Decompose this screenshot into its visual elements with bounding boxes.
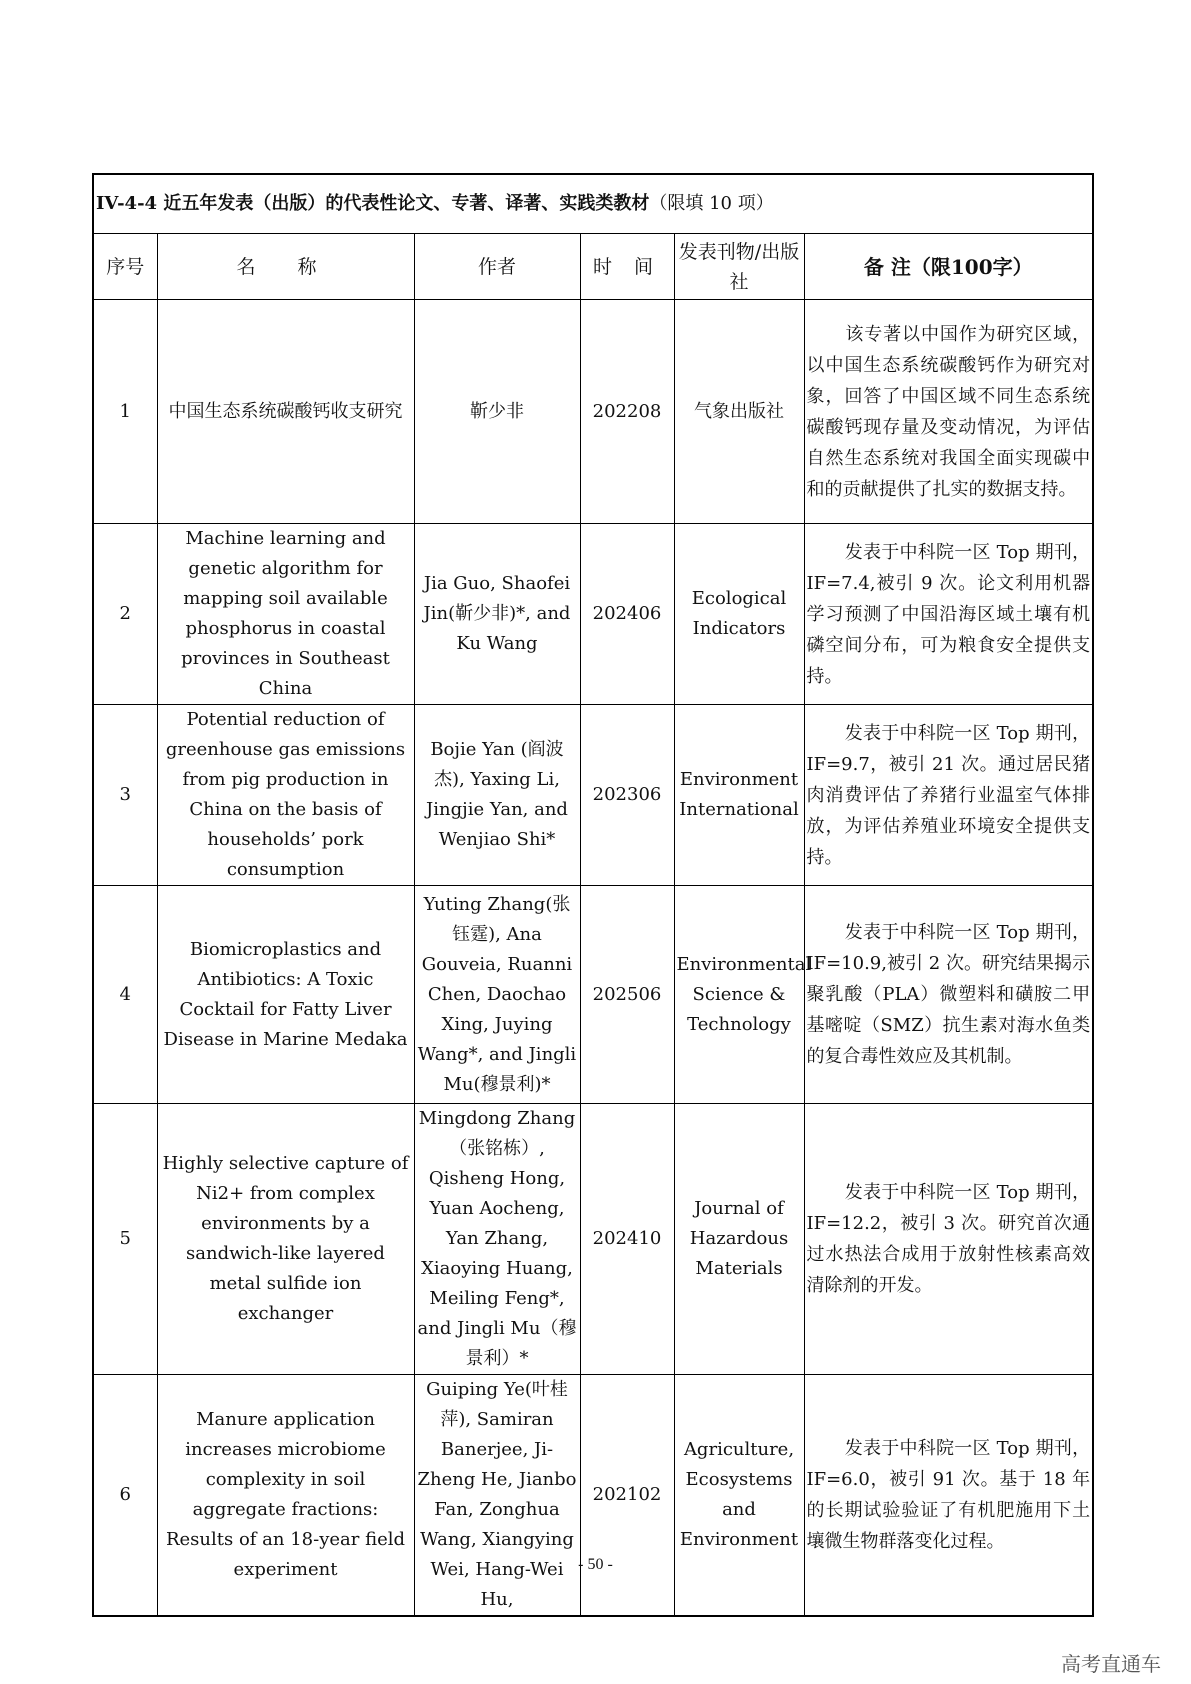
page-number: - 50 -	[578, 1556, 613, 1573]
row-notes	[804, 886, 1093, 1104]
row-notes	[804, 705, 1093, 886]
row-authors: 靳少非	[414, 300, 580, 524]
row-name: Manure application increases microbiome complexity in soil aggregate fractions: Results of an 18-year field experiment	[157, 1375, 414, 1617]
row-notes-text: 发表于中科院一区 Top 期刊，IF=7.4,被引 9 次。论文利用机器学习预测了中国沿海区域土壤有机磷空间分布，可为粮食安全提供支持。	[806, 541, 1091, 687]
row-publisher: Journal of Hazardous Materials	[674, 1104, 804, 1375]
row-index: 3	[93, 705, 157, 886]
header-authors: 作者	[414, 234, 580, 300]
header-time: 时 间	[580, 234, 674, 300]
table-row	[93, 705, 1093, 886]
row-publisher: Environmental Science & Technology	[674, 886, 804, 1104]
row-publisher: 气象出版社	[674, 300, 804, 524]
row-name: Potential reduction of greenhouse gas emissions from pig production in China on the basis of households’ pork consumption	[157, 705, 414, 886]
header-publisher: 发表刊物/出版社	[674, 234, 804, 300]
row-authors: Guiping Ye(叶桂萍), Samiran Banerjee, Ji-Zheng He, Jianbo Fan, Zonghua Wang, Xiangying Wei, Hang-Wei Hu,	[414, 1375, 580, 1617]
row-time: 202410	[580, 1104, 674, 1375]
row-publisher: Agriculture, Ecosystems and Environment	[674, 1375, 804, 1617]
row-authors: Bojie Yan (阎波杰), Yaxing Li, Jingjie Yan, and Wenjiao Shi*	[414, 705, 580, 886]
row-time: 202306	[580, 705, 674, 886]
table-row	[93, 886, 1093, 1104]
table-row	[93, 300, 1093, 524]
row-notes-text: 发表于中科院一区 Top 期刊，IF=9.7，被引 21 次。通过居民猪肉消费评估了养猪行业温室气体排放，为评估养殖业环境安全提供支持。	[806, 722, 1091, 868]
row-name: Highly selective capture of Ni2+ from complex environments by a sandwich-like layered metal sulfide ion exchanger	[157, 1104, 414, 1375]
table-title-note: （限填 10 项）	[649, 193, 774, 214]
row-index: 5	[93, 1104, 157, 1375]
row-authors: Jia Guo, Shaofei Jin(靳少非)*, and Ku Wang	[414, 524, 580, 705]
row-notes	[804, 1104, 1093, 1375]
row-notes-text: 发表于中科院一区 Top 期刊，IF=12.2，被引 3 次。研究首次通过水热法合成用于放射性核素高效清除剂的开发。	[806, 1182, 1091, 1296]
table-title	[93, 174, 1093, 234]
row-name: Biomicroplastics and Antibiotics: A Toxic Cocktail for Fatty Liver Disease in Marine Medaka	[157, 886, 414, 1104]
row-notes	[804, 1375, 1093, 1617]
row-name: 中国生态系统碳酸钙收支研究	[157, 300, 414, 524]
row-notes-text: 该专著以中国作为研究区域，以中国生态系统碳酸钙作为研究对象，回答了中国区域不同生态系统碳酸钙现存量及变动情况，为评估自然生态系统对我国全面实现碳中和的贡献提供了扎实的数据支持。	[806, 323, 1091, 500]
row-index: 4	[93, 886, 157, 1104]
table-row	[93, 1375, 1093, 1617]
row-authors: Yuting Zhang(张钰霆), Ana Gouveia, Ruanni Chen, Daochao Xing, Juying Wang*, and Jingli Mu(穆景利)*	[414, 886, 580, 1104]
row-time: 202506	[580, 886, 674, 1104]
row-notes-text: 发表于中科院一区 Top 期刊，IF=6.0，被引 91 次。基于 18 年的长期试验验证了有机肥施用下土壤微生物群落变化过程。	[806, 1438, 1091, 1552]
row-time: 202102	[580, 1375, 674, 1617]
table-title-main: IV-4-4 近五年发表（出版）的代表性论文、专著、译著、实践类教材	[96, 193, 650, 214]
achievements-table-container	[92, 173, 1092, 1617]
publications-table	[92, 173, 1094, 1617]
row-notes	[804, 300, 1093, 524]
row-notes-text: 发表于中科院一区 Top 期刊，IF=10.9,被引 2 次。研究结果揭示聚乳酸（PLA）微塑料和磺胺二甲基嘧啶（SMZ）抗生素对海水鱼类的复合毒性效应及其机制。	[806, 922, 1091, 1067]
row-authors: Mingdong Zhang（张铭栋）, Qisheng Hong, Yuan Aocheng, Yan Zhang, Xiaoying Huang, Meiling Feng*, and Jingli Mu（穆景利）*	[414, 1104, 580, 1375]
row-time: 202208	[580, 300, 674, 524]
header-name: 名 称	[157, 234, 414, 300]
table-title-row	[93, 174, 1093, 234]
row-notes	[804, 524, 1093, 705]
table-header-row	[93, 234, 1093, 300]
header-notes: 备 注（限100字）	[804, 234, 1093, 300]
table-row	[93, 1104, 1093, 1375]
row-index: 2	[93, 524, 157, 705]
header-index: 序号	[93, 234, 157, 300]
row-publisher: Environment International	[674, 705, 804, 886]
row-time: 202406	[580, 524, 674, 705]
row-name: Machine learning and genetic algorithm for mapping soil available phosphorus in coastal provinces in Southeast China	[157, 524, 414, 705]
watermark-text: 高考直通车	[1061, 1652, 1161, 1676]
row-publisher: Ecological Indicators	[674, 524, 804, 705]
row-index: 6	[93, 1375, 157, 1617]
table-row	[93, 524, 1093, 705]
row-index: 1	[93, 300, 157, 524]
